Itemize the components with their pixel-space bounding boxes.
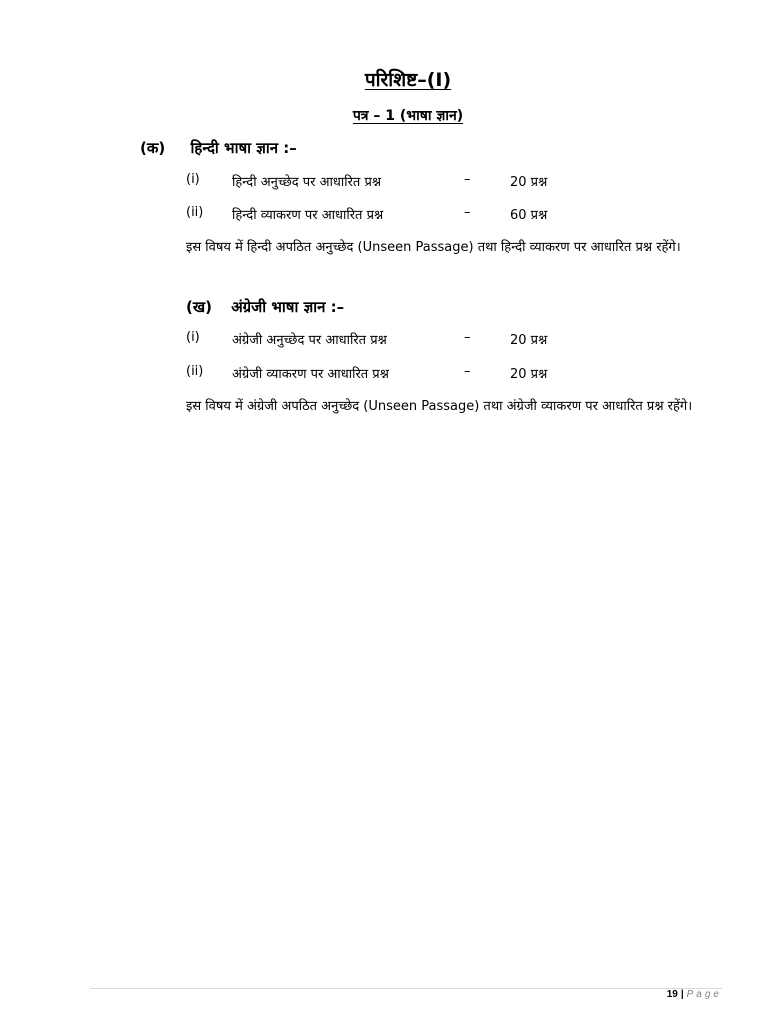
paper-subtitle: पत्र – 1 (भाषा ज्ञान) [352, 108, 464, 124]
item-marks: 60 प्रश्न [510, 208, 548, 223]
item-description: हिन्दी अनुच्छेद पर आधारित प्रश्न [232, 175, 382, 190]
item-description: अंग्रेजी अनुच्छेद पर आधारित प्रश्न [232, 333, 387, 348]
item-number: (i) [186, 330, 200, 345]
item-marks: 20 प्रश्न [510, 333, 548, 348]
item-dash: – [464, 172, 471, 187]
page-separator: | [680, 989, 684, 1000]
section-english-label: अंग्रेजी भाषा ज्ञान :– [231, 298, 345, 316]
item-marks: 20 प्रश्न [510, 175, 548, 190]
item-dash: – [464, 330, 471, 345]
section-hindi-heading [140, 138, 297, 158]
item-description: अंग्रेजी व्याकरण पर आधारित प्रश्न [232, 367, 389, 382]
page-number: 19 [666, 989, 678, 1000]
section-hindi-label: हिन्दी भाषा ज्ञान :– [190, 139, 297, 157]
appendix-title: परिशिष्ट–(I) [364, 69, 452, 91]
footer-divider [90, 988, 722, 989]
section-english-marker: (ख) [186, 298, 212, 316]
section-english-heading [186, 297, 344, 317]
section-hindi-marker: (क) [140, 139, 166, 157]
item-dash: – [464, 364, 471, 379]
section-hindi-note: इस विषय में हिन्दी अपठित अनुच्छेद (Unseen Passage) तथा हिन्दी व्याकरण पर आधारित प्रश्न रहेंगे। [186, 240, 681, 255]
item-number: (ii) [186, 364, 204, 379]
item-marks: 20 प्रश्न [510, 367, 548, 382]
item-description: हिन्दी व्याकरण पर आधारित प्रश्न [232, 208, 384, 223]
item-number: (i) [186, 172, 200, 187]
page-footer [667, 989, 722, 1000]
section-english-note: इस विषय में अंग्रेजी अपठित अनुच्छेद (Unseen Passage) तथा अंग्रेजी व्याकरण पर आधारित प्रश्न रहेंगे। [186, 399, 693, 414]
item-number: (ii) [186, 205, 204, 220]
item-dash: – [464, 205, 471, 220]
page-word: Page [686, 989, 722, 1000]
